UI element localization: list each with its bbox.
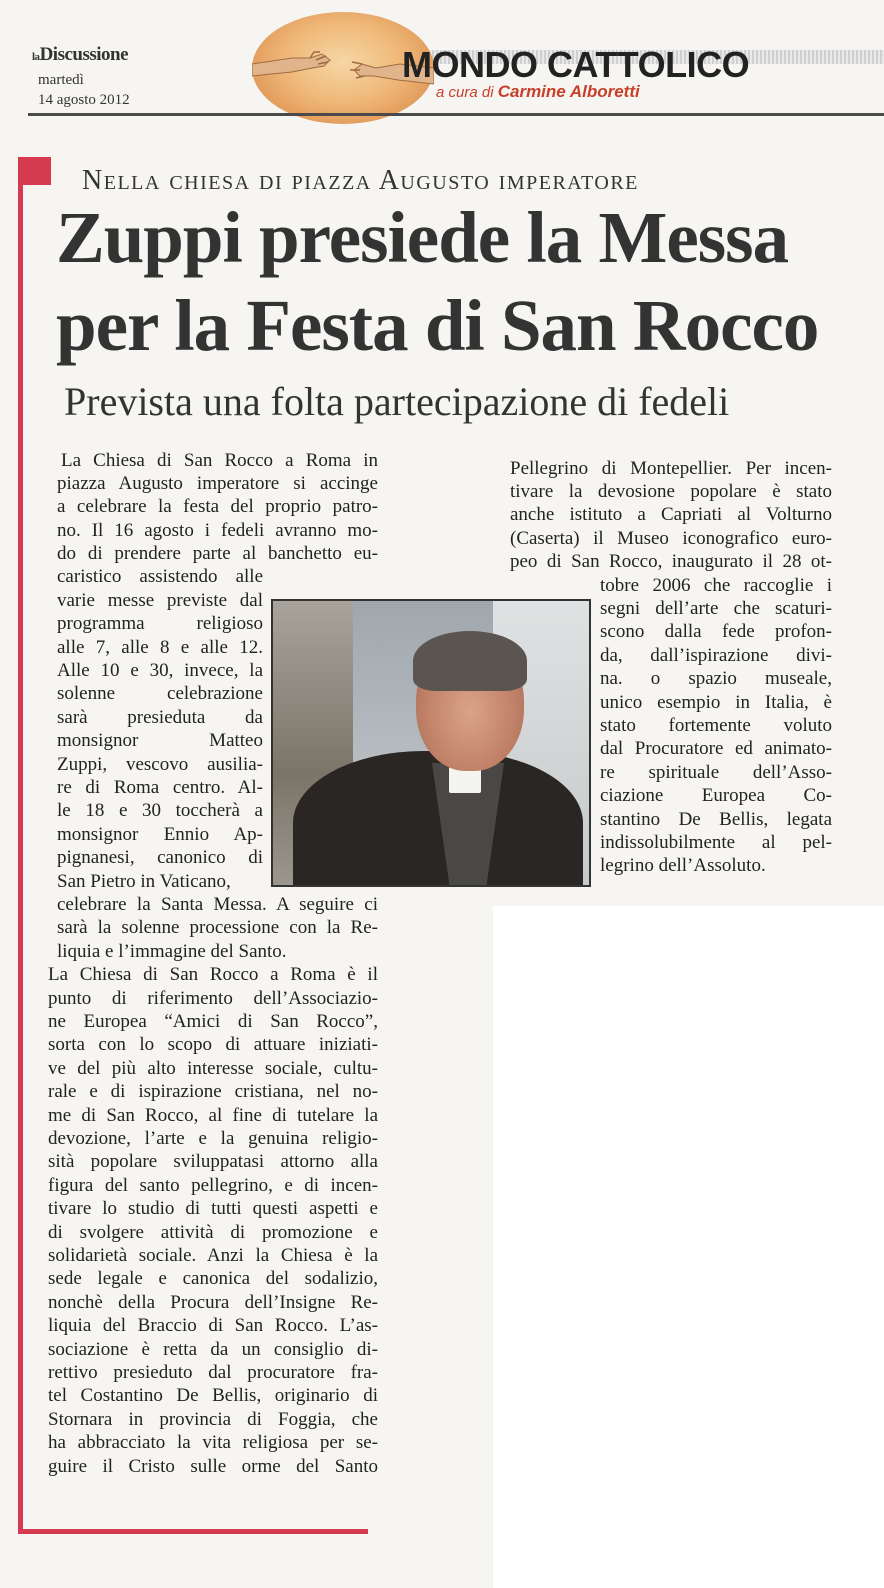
body-line: programma religioso bbox=[57, 613, 263, 634]
body-line: tel Costantino De Bellis, originario di bbox=[48, 1385, 378, 1406]
body-line: na. o spazio museale, bbox=[600, 668, 832, 689]
body-line: me di San Rocco, al fine di tutelare la bbox=[48, 1105, 378, 1126]
photo-hair bbox=[413, 631, 527, 691]
body-line: liquia e l’immagine del Santo. bbox=[57, 941, 287, 962]
body-line: figura del santo pellegrino, e di incen- bbox=[48, 1175, 378, 1196]
body-line: La Chiesa di San Rocco a Roma in bbox=[61, 450, 378, 471]
body-line: do di prendere parte al banchetto eu- bbox=[57, 543, 378, 564]
body-line: dal Procuratore ed animato- bbox=[600, 738, 832, 759]
body-line: (Caserta) il Museo iconografico euro- bbox=[510, 528, 832, 549]
article-frame-bottom bbox=[18, 1529, 368, 1534]
body-line: stato fortemente voluto bbox=[600, 715, 832, 736]
body-line: Zuppi, vescovo ausilia- bbox=[57, 754, 263, 775]
curator-name: Carmine Alboretti bbox=[497, 82, 640, 101]
body-line: ha abbracciato la vita religiosa per se- bbox=[48, 1432, 378, 1453]
body-line: devozione, l’arte e la genuina religio- bbox=[48, 1128, 378, 1149]
body-line: di svolgere attività di promozione e bbox=[48, 1222, 378, 1243]
body-line: ne Europea “Amici di San Rocco”, bbox=[48, 1011, 378, 1032]
body-line: piazza Augusto imperatore si accinge bbox=[57, 473, 378, 494]
masthead bbox=[0, 0, 884, 125]
body-line: sociazione è retta da un consiglio di- bbox=[48, 1339, 378, 1360]
masthead-rule bbox=[28, 113, 884, 116]
body-line: caristico assistendo alle bbox=[57, 566, 263, 587]
body-line: rale e di ispirazione cristiana, nel no- bbox=[48, 1081, 378, 1102]
body-line: sede legale e canonica del sodalizio, bbox=[48, 1268, 378, 1289]
body-line: nonchè della Procura dell’Insigne Re- bbox=[48, 1292, 378, 1313]
body-line: re spirituale dell’Asso- bbox=[600, 762, 832, 783]
body-line: solidarietà sociale. Anzi la Chiesa è la bbox=[48, 1245, 378, 1266]
body-line: monsignor Ennio Ap- bbox=[57, 824, 263, 845]
body-line: rettivo presieduto dal procuratore fra- bbox=[48, 1362, 378, 1383]
newspaper-name bbox=[32, 44, 128, 66]
section-curator bbox=[436, 82, 640, 102]
article-title-line-2: per la Festa di San Rocco bbox=[56, 285, 819, 366]
body-line: no. Il 16 agosto i fedeli avranno mo- bbox=[57, 520, 378, 541]
newspaper-name-main: Discussione bbox=[39, 44, 129, 65]
issue-date: 14 agosto 2012 bbox=[38, 92, 130, 108]
body-line: liquia del Braccio di San Rocco. L’as- bbox=[48, 1315, 378, 1336]
body-line: indissolubilmente al pel- bbox=[600, 832, 832, 853]
body-line: alle 7, alle 8 e alle 12. bbox=[57, 637, 263, 658]
body-line: da, dall’ispirazione divi- bbox=[600, 645, 832, 666]
body-line: monsignor Matteo bbox=[57, 730, 263, 751]
body-line: segni dell’arte che scaturi- bbox=[600, 598, 832, 619]
body-line: pignanesi, canonico di bbox=[57, 847, 263, 868]
blank-area bbox=[493, 906, 884, 1588]
body-line: celebrare la Santa Messa. A seguire ci bbox=[57, 894, 378, 915]
article-subtitle: Prevista una folta partecipazione di fedeli bbox=[64, 379, 730, 424]
body-line: varie messe previste dal bbox=[57, 590, 263, 611]
body-line: solenne celebrazione bbox=[57, 683, 263, 704]
body-line: Alle 10 e 30, invece, la bbox=[57, 660, 263, 681]
newspaper-name-prefix: la bbox=[32, 51, 40, 63]
body-line: tivare lo studio di tutti questi aspetti e bbox=[48, 1198, 378, 1219]
curator-prefix: a cura di bbox=[436, 84, 494, 101]
section-title: MONDO CATTOLICO bbox=[402, 44, 750, 85]
body-line: ve del più alto interesse sociale, cultu- bbox=[48, 1058, 378, 1079]
body-line: peo di San Rocco, inaugurato il 28 ot- bbox=[510, 551, 832, 572]
body-line: legrino dell’Assoluto. bbox=[600, 855, 766, 876]
body-line: sità popolare sviluppatasi attorno alla bbox=[48, 1151, 378, 1172]
body-line: stantino De Bellis, legata bbox=[600, 809, 832, 830]
body-line: le 18 e 30 toccherà a bbox=[57, 800, 263, 821]
body-line: re di Roma centro. Al- bbox=[57, 777, 263, 798]
body-line: guire il Cristo sulle orme del Santo bbox=[48, 1456, 378, 1477]
body-line: punto di riferimento dell’Associazio- bbox=[48, 988, 378, 1009]
portrait-photo bbox=[271, 599, 591, 887]
body-line: San Pietro in Vaticano, bbox=[57, 871, 231, 892]
body-line: unico esempio in Italia, è bbox=[600, 692, 832, 713]
body-line: tobre 2006 che raccoglie i bbox=[600, 575, 832, 596]
article-kicker: Nella chiesa di piazza Augusto imperatore bbox=[82, 165, 639, 196]
body-line: anche istituto a Capriati al Volturno bbox=[510, 504, 832, 525]
body-line: sarà la solenne processione con la Re- bbox=[57, 917, 378, 938]
body-line: Stornara in provincia di Foggia, che bbox=[48, 1409, 378, 1430]
article-title-line-1: Zuppi presiede la Messa bbox=[56, 197, 789, 278]
body-line: ciazione Europea Co- bbox=[600, 785, 832, 806]
article-frame-left bbox=[18, 157, 23, 1534]
issue-day: martedì bbox=[38, 72, 84, 88]
body-line: Pellegrino di Montepellier. Per incen- bbox=[510, 458, 832, 479]
body-line: sorta con lo scopo di attuare iniziati- bbox=[48, 1034, 378, 1055]
body-line: scono dalla fede profon- bbox=[600, 621, 832, 642]
body-line: tivare la devosione popolare è stato bbox=[510, 481, 832, 502]
body-line: a celebrare la festa del proprio patro- bbox=[57, 496, 378, 517]
body-line: La Chiesa di San Rocco a Roma è il bbox=[48, 964, 378, 985]
body-line: sarà presieduta da bbox=[57, 707, 263, 728]
